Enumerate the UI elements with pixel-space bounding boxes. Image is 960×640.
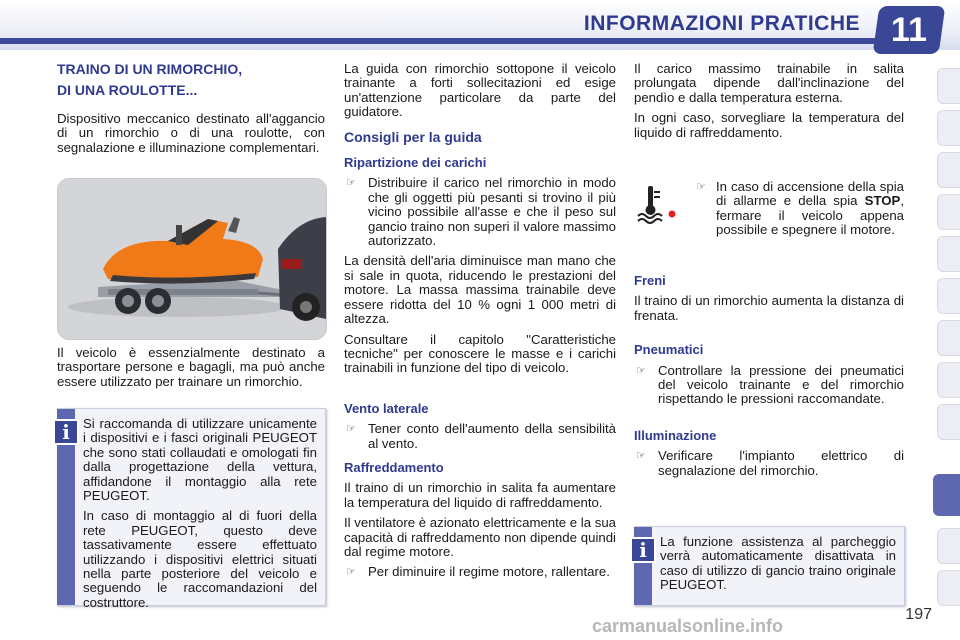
subheading-load-distribution: Ripartizione dei carichi [344, 155, 487, 171]
consult-chapter-paragraph: Consultare il capitolo "Caratteristiche tecniche" per conoscere le masse e i carichi trainabili in funzione del tipo di veicolo. [344, 331, 616, 376]
side-tab[interactable] [937, 194, 960, 230]
monitor-temp-paragraph: In ogni caso, sorvegliare la temperatura del liquido di raffreddamento. [634, 110, 904, 140]
bullet-warning [694, 180, 904, 238]
subheading-cooling: Raffreddamento [344, 459, 444, 475]
side-tab[interactable] [937, 68, 960, 104]
bullet-text: Per diminuire il regime motore, rallentare. [368, 564, 610, 580]
side-tab[interactable] [937, 320, 960, 356]
subheading-tyres: Pneumatici [634, 342, 704, 358]
section-heading-driving-tips: Consigli per la guida [344, 128, 482, 145]
bullet-wind [344, 422, 616, 451]
info-box-parking-assist [634, 526, 905, 606]
bullet-tyres [634, 364, 904, 407]
info-box-original-parts [57, 408, 326, 610]
column-2 [344, 62, 616, 586]
side-tab[interactable] [937, 570, 960, 606]
page-number: 197 [905, 606, 932, 623]
bullet-text: In caso di accensione della spia di allarme e della spia [716, 179, 904, 209]
section-title-line2: DI UNA ROULOTTE... [57, 82, 198, 98]
side-tab[interactable] [937, 362, 960, 398]
pointing-hand-icon: ☞ [636, 364, 646, 377]
brakes-paragraph: Il traino di un rimorchio aumenta la distanza di frenata. [634, 293, 904, 323]
max-load-paragraph: Il carico massimo trainabile in salita prolungata dipende dall'inclinazione del pendìo e dalla temperatura esterna. [634, 61, 904, 105]
subheading-brakes: Freni [634, 273, 666, 288]
bullet-text: Distribuire il carico nel rimorchio in modo che gli oggetti più pesanti si trovino il più vicino possibile all'asse e che il peso sul gancio traino non superi il valore massimo autorizzato. [368, 175, 616, 249]
bullet-text: Verificare l'impianto elettrico di segnalazione del rimorchio. [658, 448, 904, 478]
column-3-lower [634, 274, 904, 484]
bullet-cooling [344, 565, 616, 579]
chapter-number-badge [873, 6, 946, 54]
side-tab[interactable] [937, 152, 960, 188]
section-title-line1: TRAINO DI UN RIMORCHIO, [57, 61, 243, 77]
car-towing-jetski-illustration [57, 178, 327, 340]
info-icon: i [630, 537, 656, 563]
side-tab-active-chapter[interactable] [933, 474, 960, 516]
side-tab[interactable] [937, 404, 960, 440]
side-tab[interactable] [937, 278, 960, 314]
subheading-crosswind: Vento laterale [344, 400, 429, 416]
info-icon: i [53, 419, 79, 445]
cooling-paragraph-1: Il traino di un rimorchio in salita fa aumentare la temperatura del liquido di raffreddamento. [344, 480, 616, 510]
pointing-hand-icon: ☞ [696, 181, 706, 193]
bullet-text: Controllare la pressione dei pneumatici del veicolo trainante e del rimorchio rispettando le pressioni raccomandate. [658, 362, 904, 407]
column-1 [57, 62, 325, 161]
pointing-hand-icon: ☞ [346, 177, 356, 190]
pointing-hand-icon: ☞ [636, 450, 646, 463]
towing-illustration-svg [58, 179, 326, 339]
side-tab[interactable] [937, 110, 960, 146]
warning-bullet-block [694, 180, 904, 244]
chapter-number: 11 [891, 10, 927, 49]
column-3 [634, 62, 904, 146]
intro-paragraph: Dispositivo meccanico destinato all'aggancio di un rimorchio o di una roulotte, con segnalazione e illuminazione complementari. [57, 111, 325, 155]
info-box-paragraph: In caso di montaggio al di fuori della rete PEUGEOT, questo deve tassativamente essere effettuato utilizzando i dispositivi elettrici situati nella parte posteriore del veicolo e seguendo le raccomandazioni del costruttore. [83, 508, 317, 610]
column-1-body [57, 346, 325, 395]
watermark: carmanualsonline.info [592, 616, 784, 636]
stop-label: STOP [864, 193, 901, 209]
subheading-lighting: Illuminazione [634, 427, 717, 443]
pointing-hand-icon: ☞ [346, 566, 356, 579]
bullet-load [344, 176, 616, 248]
bullet-text: , fermare il veicolo appena possibile e spegnere il motore. [716, 193, 904, 238]
header-band [0, 38, 880, 44]
info-box-paragraph: La funzione assistenza al parcheggio verrà automaticamente disattivata in caso di utilizzo di gancio traino originale PEUGEOT. [660, 534, 896, 593]
bullet-text: Tener conto dell'aumento della sensibilità al vento. [368, 421, 616, 451]
info-box-paragraph: Si raccomanda di utilizzare unicamente i dispositivi e i fasci originali PEUGEOT che sono stati collaudati e omologati fin dalla progettazione della vettura, affidandone il montaggio alla rete PEUGEOT. [83, 416, 317, 504]
vehicle-purpose-paragraph: Il veicolo è essenzialmente destinato a trasportare persone e bagagli, ma può anche essere utilizzato per trainare un rimorchio. [57, 345, 325, 389]
page-header [0, 0, 960, 50]
coolant-temperature-warning-icon [636, 184, 680, 224]
pointing-hand-icon: ☞ [346, 423, 356, 436]
side-tab[interactable] [937, 528, 960, 564]
side-tab-strip [932, 68, 960, 628]
chapter-title: INFORMAZIONI PRATICHE [583, 12, 860, 35]
side-tab[interactable] [937, 236, 960, 272]
bullet-lighting [634, 449, 904, 478]
cooling-paragraph-2: Il ventilatore è azionato elettricamente e la sua capacità di raffreddamento non dipende quindi dal regime motore. [344, 515, 616, 559]
intro-paragraph: La guida con rimorchio sottopone il veicolo trainante a forti sollecitazioni ed esige un'attenzione particolare da parte del guidatore. [344, 61, 616, 120]
air-density-paragraph: La densità dell'aria diminuisce man mano che si sale in quota, riducendo le prestazioni del motore. La massa massima trainabile deve essere ridotta del 10 % ogni 1 000 metri di altezza. [344, 253, 616, 327]
